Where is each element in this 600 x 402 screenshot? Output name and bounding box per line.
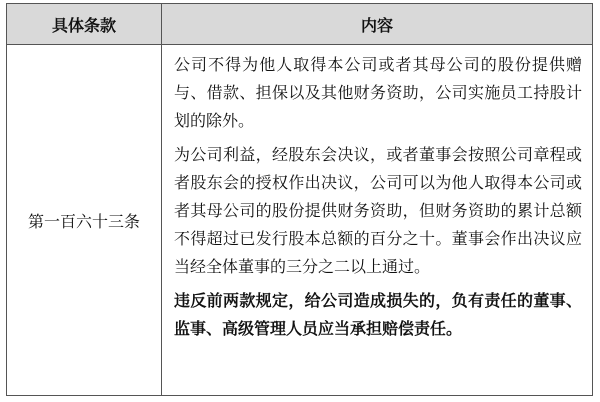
content-paragraph-3: 违反前两款规定，给公司造成损失的，负有责任的董事、监事、高级管理人员应当承担赔偿责任。 [174, 291, 582, 338]
clause-table [6, 3, 593, 396]
header-clause: 具体条款 [7, 4, 162, 45]
content-paragraph-1: 公司不得为他人取得本公司或者其母公司的股份提供赠与、借款、担保以及其他财务资助，公司实施员工持股计划的除外。 [174, 55, 582, 130]
content-paragraph-2: 为公司利益，经股东会决议，或者董事会按照公司章程或者股东会的授权作出决议，公司可以为他人取得本公司或者其母公司的股份提供财务资助，但财务资助的累计总额不得超过已发行股本总额的百分之十。董事会作出决议应当经全体董事的三分之二以上通过。 [174, 145, 582, 276]
clause-cell: 第一百六十三条 [7, 45, 162, 396]
table-row [7, 45, 593, 396]
header-content: 内容 [162, 4, 593, 45]
content-cell [162, 45, 593, 396]
table-header-row [7, 4, 593, 45]
